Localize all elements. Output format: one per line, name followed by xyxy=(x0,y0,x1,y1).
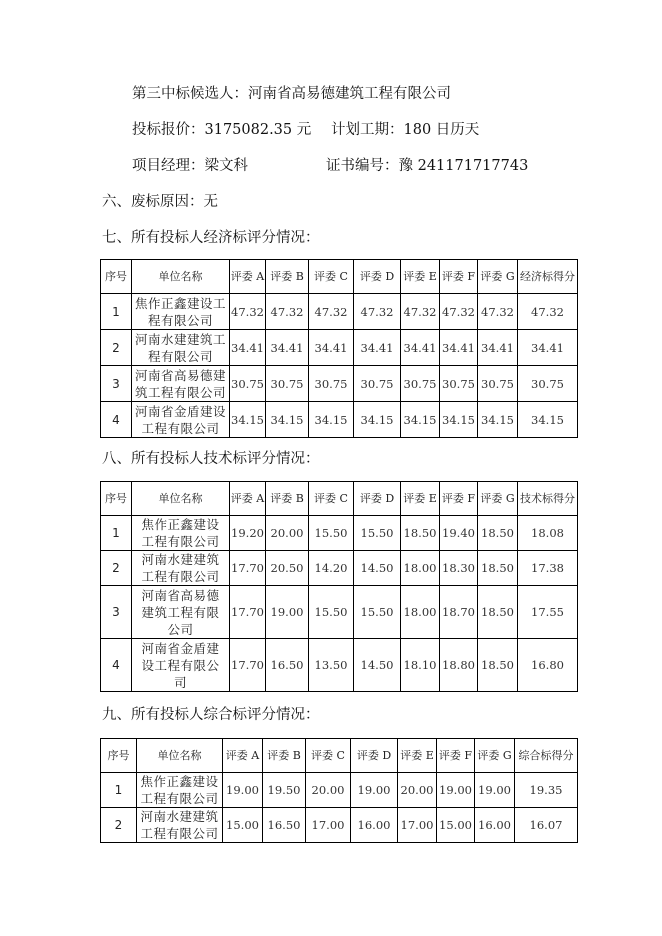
table-header-row xyxy=(101,482,578,516)
cell-score: 18.30 xyxy=(440,551,478,586)
cell-score: 20.00 xyxy=(398,773,437,808)
cell-score: 15.00 xyxy=(437,808,475,843)
header-judge-a: 评委 A xyxy=(223,739,263,773)
header-unit-name: 单位名称 xyxy=(137,739,223,773)
cell-seq: 4 xyxy=(101,639,132,692)
cell-score: 30.75 xyxy=(478,366,518,402)
table-header-row xyxy=(101,739,578,773)
certificate-number: 证书编号：豫 241171717743 xyxy=(326,158,529,174)
cell-score: 47.32 xyxy=(354,294,401,330)
header-judge-g: 评委 G xyxy=(475,739,515,773)
cell-score: 18.50 xyxy=(478,551,518,586)
header-judge-f: 评委 F xyxy=(437,739,475,773)
header-judge-e: 评委 E xyxy=(398,739,437,773)
cell-score: 34.15 xyxy=(266,402,309,438)
technical-score-table xyxy=(100,481,578,692)
cell-score: 34.41 xyxy=(266,330,309,366)
cell-score: 30.75 xyxy=(230,366,266,402)
project-manager: 项目经理：梁文科 xyxy=(132,158,248,174)
cell-score: 34.15 xyxy=(478,402,518,438)
cell-score: 34.41 xyxy=(230,330,266,366)
header-judge-d: 评委 D xyxy=(354,260,401,294)
section-8-heading: 八、所有投标人技术标评分情况： xyxy=(102,451,320,467)
cell-score: 47.32 xyxy=(266,294,309,330)
header-judge-g: 评委 G xyxy=(478,260,518,294)
cell-total-score: 34.15 xyxy=(518,402,578,438)
cell-score: 15.50 xyxy=(354,516,401,551)
cell-total-score: 17.55 xyxy=(518,586,578,639)
header-judge-d: 评委 D xyxy=(351,739,398,773)
cell-unit-name: 焦作正鑫建设工程有限公司 xyxy=(137,773,223,808)
cell-score: 20.00 xyxy=(306,773,351,808)
header-judge-e: 评委 E xyxy=(401,482,440,516)
header-unit-name: 单位名称 xyxy=(132,482,230,516)
cell-score: 34.41 xyxy=(401,330,440,366)
cell-score: 18.00 xyxy=(401,586,440,639)
cell-seq: 3 xyxy=(101,366,132,402)
cell-score: 18.50 xyxy=(478,516,518,551)
table-row xyxy=(101,402,578,438)
section-6-heading: 六、废标原因：无 xyxy=(102,194,218,210)
cell-score: 18.50 xyxy=(478,639,518,692)
cell-score: 16.00 xyxy=(351,808,398,843)
cell-seq: 1 xyxy=(101,773,137,808)
cell-unit-name: 焦作正鑫建设工程有限公司 xyxy=(132,294,230,330)
cell-score: 34.15 xyxy=(309,402,354,438)
cell-score: 34.41 xyxy=(309,330,354,366)
table-row xyxy=(101,516,578,551)
table-row xyxy=(101,294,578,330)
cell-score: 30.75 xyxy=(440,366,478,402)
cell-seq: 4 xyxy=(101,402,132,438)
cell-total-score: 16.07 xyxy=(515,808,578,843)
cell-score: 47.32 xyxy=(478,294,518,330)
header-judge-f: 评委 F xyxy=(440,260,478,294)
cell-unit-name: 河南水建建筑工程有限公司 xyxy=(137,808,223,843)
header-judge-b: 评委 B xyxy=(263,739,306,773)
cell-score: 34.41 xyxy=(354,330,401,366)
cell-total-score: 30.75 xyxy=(518,366,578,402)
cell-unit-name: 河南省金盾建设工程有限公司 xyxy=(132,639,230,692)
cell-score: 19.40 xyxy=(440,516,478,551)
cell-score: 17.70 xyxy=(230,639,266,692)
table-row xyxy=(101,808,578,843)
table-row xyxy=(101,773,578,808)
header-judge-f: 评委 F xyxy=(440,482,478,516)
cell-score: 34.15 xyxy=(401,402,440,438)
header-seq: 序号 xyxy=(101,260,132,294)
cell-score: 20.50 xyxy=(266,551,309,586)
cell-seq: 1 xyxy=(101,516,132,551)
cell-unit-name: 河南省高易德建筑工程有限公司 xyxy=(132,366,230,402)
cell-score: 15.50 xyxy=(354,586,401,639)
bid-price: 投标报价：3175082.35 元 xyxy=(132,122,312,138)
cell-score: 19.20 xyxy=(230,516,266,551)
cell-score: 47.32 xyxy=(230,294,266,330)
table-row xyxy=(101,330,578,366)
cell-score: 17.00 xyxy=(306,808,351,843)
cell-score: 19.00 xyxy=(475,773,515,808)
cell-total-score: 34.41 xyxy=(518,330,578,366)
header-judge-d: 评委 D xyxy=(354,482,401,516)
cell-score: 47.32 xyxy=(309,294,354,330)
cell-unit-name: 河南水建建筑工程有限公司 xyxy=(132,551,230,586)
cell-total-score: 19.35 xyxy=(515,773,578,808)
table-row xyxy=(101,639,578,692)
planned-schedule: 计划工期：180 日历天 xyxy=(331,122,480,138)
table-row xyxy=(101,366,578,402)
cell-seq: 3 xyxy=(101,586,132,639)
cell-score: 18.80 xyxy=(440,639,478,692)
cell-score: 34.41 xyxy=(478,330,518,366)
cell-seq: 1 xyxy=(101,294,132,330)
table-header-row xyxy=(101,260,578,294)
section-7-heading: 七、所有投标人经济标评分情况： xyxy=(102,230,320,246)
header-unit-name: 单位名称 xyxy=(132,260,230,294)
cell-seq: 2 xyxy=(101,808,137,843)
cell-score: 16.50 xyxy=(263,808,306,843)
header-technical-score: 技术标得分 xyxy=(518,482,578,516)
cell-score: 16.00 xyxy=(475,808,515,843)
header-judge-c: 评委 C xyxy=(306,739,351,773)
cell-score: 14.20 xyxy=(309,551,354,586)
composite-score-table xyxy=(100,738,578,843)
cell-total-score: 16.80 xyxy=(518,639,578,692)
cell-score: 19.00 xyxy=(266,586,309,639)
cell-score: 14.50 xyxy=(354,551,401,586)
cell-unit-name: 河南省高易德建筑工程有限公司 xyxy=(132,586,230,639)
cell-score: 17.70 xyxy=(230,551,266,586)
cell-unit-name: 河南省金盾建设工程有限公司 xyxy=(132,402,230,438)
cell-total-score: 17.38 xyxy=(518,551,578,586)
cell-score: 18.50 xyxy=(401,516,440,551)
header-seq: 序号 xyxy=(101,739,137,773)
third-candidate-line: 第三中标候选人：河南省高易德建筑工程有限公司 xyxy=(132,86,451,102)
table-row xyxy=(101,551,578,586)
cell-score: 15.50 xyxy=(309,516,354,551)
cell-score: 18.00 xyxy=(401,551,440,586)
cell-seq: 2 xyxy=(101,551,132,586)
header-judge-g: 评委 G xyxy=(478,482,518,516)
header-judge-b: 评委 B xyxy=(266,482,309,516)
cell-score: 19.50 xyxy=(263,773,306,808)
cell-score: 34.15 xyxy=(440,402,478,438)
cell-score: 15.00 xyxy=(223,808,263,843)
cell-score: 18.50 xyxy=(478,586,518,639)
cell-unit-name: 焦作正鑫建设工程有限公司 xyxy=(132,516,230,551)
cell-score: 19.00 xyxy=(437,773,475,808)
cell-score: 18.70 xyxy=(440,586,478,639)
cell-score: 34.15 xyxy=(230,402,266,438)
header-judge-b: 评委 B xyxy=(266,260,309,294)
cell-score: 30.75 xyxy=(401,366,440,402)
cell-score: 30.75 xyxy=(309,366,354,402)
header-composite-score: 综合标得分 xyxy=(515,739,578,773)
header-judge-a: 评委 A xyxy=(230,482,266,516)
cell-total-score: 47.32 xyxy=(518,294,578,330)
cell-score: 30.75 xyxy=(266,366,309,402)
cell-score: 17.00 xyxy=(398,808,437,843)
section-9-heading: 九、所有投标人综合标评分情况： xyxy=(102,707,320,723)
header-judge-c: 评委 C xyxy=(309,482,354,516)
cell-seq: 2 xyxy=(101,330,132,366)
cell-total-score: 18.08 xyxy=(518,516,578,551)
cell-score: 14.50 xyxy=(354,639,401,692)
header-seq: 序号 xyxy=(101,482,132,516)
cell-score: 15.50 xyxy=(309,586,354,639)
cell-score: 13.50 xyxy=(309,639,354,692)
header-judge-c: 评委 C xyxy=(309,260,354,294)
cell-score: 19.00 xyxy=(351,773,398,808)
cell-score: 47.32 xyxy=(401,294,440,330)
cell-score: 30.75 xyxy=(354,366,401,402)
cell-score: 19.00 xyxy=(223,773,263,808)
header-economic-score: 经济标得分 xyxy=(518,260,578,294)
cell-score: 20.00 xyxy=(266,516,309,551)
cell-score: 17.70 xyxy=(230,586,266,639)
cell-score: 16.50 xyxy=(266,639,309,692)
table-row xyxy=(101,586,578,639)
cell-unit-name: 河南水建建筑工程有限公司 xyxy=(132,330,230,366)
header-judge-a: 评委 A xyxy=(230,260,266,294)
cell-score: 34.15 xyxy=(354,402,401,438)
cell-score: 18.10 xyxy=(401,639,440,692)
cell-score: 47.32 xyxy=(440,294,478,330)
cell-score: 34.41 xyxy=(440,330,478,366)
header-judge-e: 评委 E xyxy=(401,260,440,294)
economic-score-table xyxy=(100,259,578,438)
